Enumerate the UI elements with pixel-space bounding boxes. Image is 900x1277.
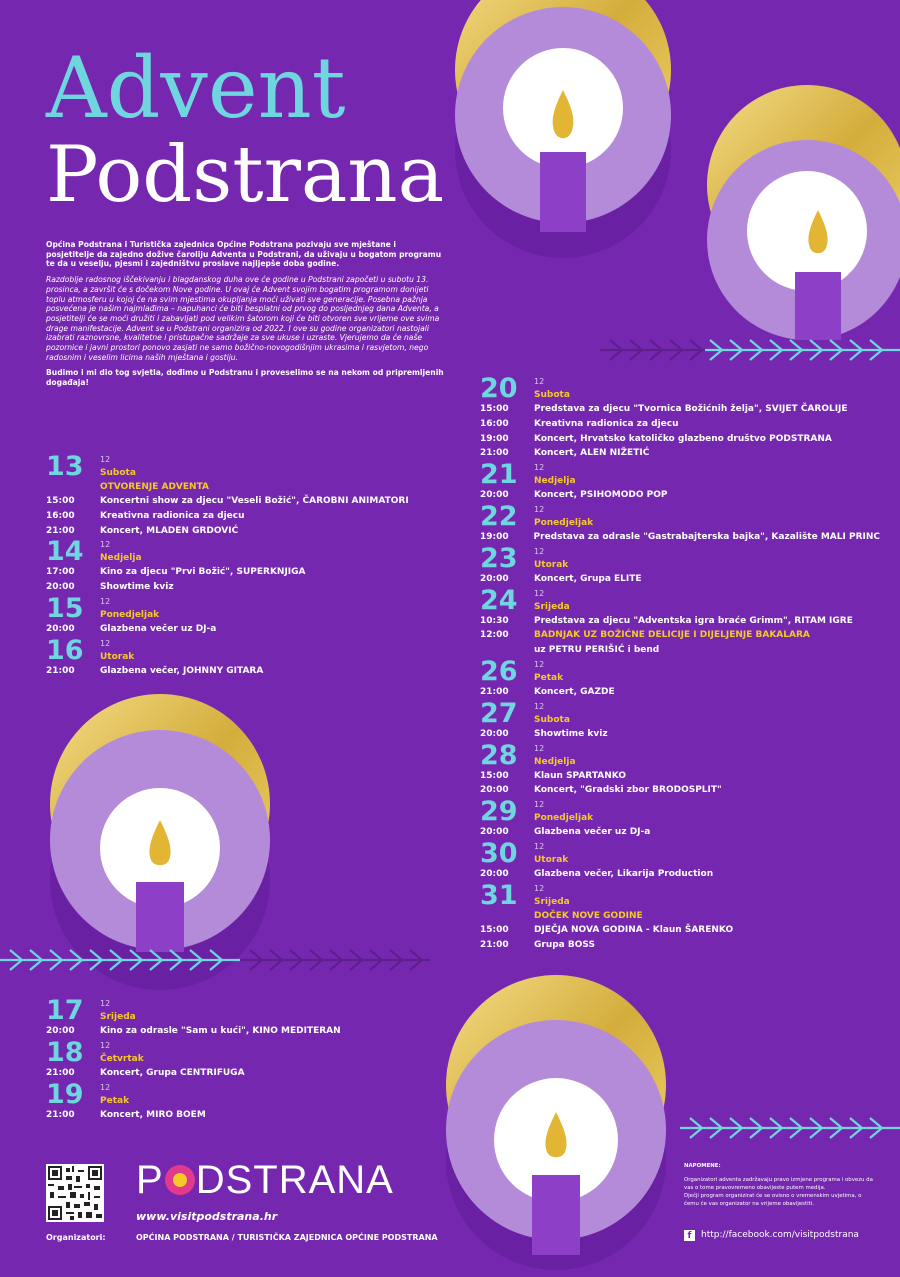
event-time: 21:00 (480, 939, 509, 950)
event-time: 19:00 (480, 531, 509, 542)
month-label: 12 (534, 800, 545, 810)
schedule-left-bottom (46, 997, 446, 1122)
day-number: 29 (480, 796, 518, 828)
intro-paragraph: Razdoblje radosnog iščekivanju i blagdanskog duha ove će godine u Podstrani započeti u subotu 13. prosinca, a završit će s dočekom Nove godine. U ovaj će Advent svojim bogatim programom donijeti toplu atmosferu u kojoj će na svim mjestima okupljanja moći uživati sve generacije. Posebna pažnja posvećena je našim najmlađima – napuhanci će biti besplatni od prvog do posljednjeg dana Adventa, a posjetitelji će se moći družiti i zabavljati pod velikim šatorom koji će biti otvoren sve vrijeme ove svima drage manifestacije. Advent se u Podstrani organizira od 2022. I ove su godine organizatori nastojali izabrati raznovrsne, kvalitetne i pristupačne sadržaje za sve ukuse i uzraste. Vjerujemo da će naše pozornice i javni prostori ponovo zasjati ne samo božično-novogodišnjim ukrasima i rasvjetom, nego radosnim i veselim licima naših mještana i gostiju. (46, 275, 440, 362)
day-name: Subota (534, 390, 570, 400)
facebook-icon: f (684, 1230, 695, 1241)
event-title: Klaun SPARTANKO (534, 770, 626, 781)
event-row (480, 923, 880, 938)
month-label: 12 (534, 546, 545, 556)
event-title: Kino za odrasle "Sam u kući", KINO MEDITERAN (100, 1026, 341, 1036)
day-name: Subota (534, 714, 570, 725)
event-time: 16:00 (46, 510, 75, 521)
event-row (480, 614, 880, 629)
event-title: Predstava za djecu "Adventska igra braće Grimm", RITAM IGRE (534, 615, 853, 626)
event-row (480, 938, 880, 953)
schedule-day (46, 1078, 446, 1123)
event-title: Kino za djecu "Prvi Božić", SUPERKNJIGA (100, 567, 306, 578)
event-time: 15:00 (480, 404, 509, 414)
pine-branch-icon (680, 1118, 900, 1138)
event-title: Grupa BOSS (534, 939, 595, 950)
event-row (480, 572, 880, 587)
day-name: Nedjelja (100, 553, 142, 564)
schedule-day (480, 879, 880, 953)
event-row (480, 530, 880, 545)
event-time: 20:00 (480, 728, 509, 739)
event-row (480, 628, 880, 643)
schedule-day (480, 697, 880, 742)
event-time: 20:00 (46, 623, 75, 634)
event-row (46, 524, 446, 539)
month-label: 12 (534, 883, 545, 893)
event-row (46, 494, 446, 509)
schedule-day (480, 542, 880, 587)
day-number: 18 (46, 1036, 84, 1068)
month-label: 12 (100, 999, 111, 1008)
schedule-day (46, 997, 446, 1039)
month-label: 12 (534, 743, 545, 753)
day-highlight: DOČEK NOVE GODINE (534, 910, 643, 921)
day-name: Petak (100, 1095, 130, 1106)
day-name: Nedjelja (534, 756, 576, 767)
day-name: Ponedjeljak (534, 813, 594, 824)
event-title: Koncert, PSIHOMODO POP (534, 490, 668, 501)
month-label: 12 (534, 377, 545, 386)
event-time: 15:00 (46, 496, 75, 506)
month-label: 12 (534, 701, 545, 711)
event-title: Koncert, ALEN NIŽETIĆ (534, 448, 650, 459)
schedule-day (46, 592, 446, 637)
candle-icon (707, 85, 900, 340)
day-name: Četvrtak (100, 1053, 144, 1064)
title-podstrana: Podstrana (46, 130, 445, 220)
qr-code[interactable] (46, 1164, 104, 1222)
candle-icon (455, 0, 671, 258)
month-label: 12 (100, 1082, 111, 1092)
schedule-day (480, 655, 880, 700)
event-time: 19:00 (480, 433, 509, 444)
candle-icon (446, 975, 666, 1270)
day-number: 28 (480, 739, 518, 771)
event-time: 20:00 (46, 582, 75, 593)
schedule-day (480, 461, 880, 503)
event-row (46, 509, 446, 524)
event-row (480, 446, 880, 461)
day-number: 15 (46, 592, 84, 624)
event-title: Koncert, "Gradski zbor BRODOSPLIT" (534, 785, 722, 796)
schedule-day (480, 500, 880, 545)
day-name: Petak (534, 672, 564, 683)
intro-paragraph: Općina Podstrana i Turistička zajednica Općine Podstrana pozivaju sve mještane i posjetitelje da zajedno dožive čaroliju Adventa u Podstrani, da uživaju u bogatom programu te da u veselju, pjesmi i zajedništvu proslave najljepše doba godine. (46, 240, 442, 269)
day-name: Utorak (534, 559, 569, 570)
event-row (46, 664, 446, 679)
month-label: 12 (534, 463, 545, 473)
event-row (46, 1066, 446, 1081)
organizers-label: Organizatori: (46, 1233, 106, 1242)
organizers-names: OPĆINA PODSTRANA / TURISTIČKA ZAJEDNICA OPĆINE PODSTRANA (136, 1233, 438, 1242)
event-title: uz PETRU PERIŠIĆ i bend (534, 645, 660, 656)
day-number: 26 (480, 655, 518, 687)
month-label: 12 (100, 638, 111, 648)
month-label: 12 (100, 455, 111, 464)
day-number: 16 (46, 634, 84, 666)
event-row (46, 1024, 446, 1039)
notes-text: Dječji program organizirat će se ovisno o vremenskim uvjetima, o čemu će vas organizator na vrijeme obavijestiti. (684, 1193, 862, 1207)
event-row (480, 769, 880, 784)
day-number: 22 (480, 500, 518, 532)
day-number: 21 (480, 459, 518, 491)
event-title: Koncert, Hrvatsko katoličko glazbeno društvo PODSTRANA (534, 433, 832, 444)
event-title: Kreativna radionica za djecu (100, 510, 245, 521)
logo-o-icon (165, 1165, 195, 1195)
event-time: 21:00 (46, 525, 75, 536)
event-row (480, 825, 880, 840)
event-title: Glazbena večer, JOHNNY GITARA (100, 665, 264, 676)
podstrana-logo: P DSTRANA (136, 1158, 394, 1202)
month-label: 12 (534, 659, 545, 669)
event-row (480, 727, 880, 742)
event-title: Showtime kviz (100, 582, 174, 593)
day-name: Utorak (534, 854, 569, 865)
event-row (46, 580, 446, 595)
event-row (480, 432, 880, 447)
day-number: 30 (480, 837, 518, 869)
event-row (480, 867, 880, 882)
day-name: Utorak (100, 651, 135, 662)
notes-text: Organizatori adventa zadržavaju pravo izmjene programa i obvezu da vas o tome pravovremeno obavijeste putem medija. (684, 1177, 873, 1191)
day-number: 13 (46, 451, 84, 482)
event-title: Predstava za djecu "Tvornica Božićnih želja", SVIJET ČAROLIJE (534, 404, 848, 414)
month-label: 12 (100, 596, 111, 606)
event-row (480, 783, 880, 798)
intro-text (46, 240, 446, 394)
day-number: 27 (480, 697, 518, 729)
day-number: 23 (480, 542, 518, 574)
event-row (480, 417, 880, 432)
event-time: 12:00 (480, 630, 509, 641)
schedule-day (480, 584, 880, 658)
event-time: 20:00 (480, 827, 509, 838)
day-name: Srijeda (100, 1012, 136, 1022)
event-title: BADNJAK UZ BOŽIĆNE DELICIJE I DIJELJENJE BAKALARA (534, 630, 810, 641)
event-title: Koncert, Grupa ELITE (534, 573, 642, 584)
event-row (46, 1108, 446, 1123)
event-row (46, 565, 446, 580)
day-number: 31 (480, 879, 518, 911)
schedule-day (480, 739, 880, 799)
event-row (480, 488, 880, 503)
event-title: Koncertni show za djecu "Veseli Božić", ČAROBNI ANIMATORI (100, 496, 409, 506)
day-name: Srijeda (534, 601, 570, 612)
event-time: 15:00 (480, 770, 509, 781)
event-time: 20:00 (480, 573, 509, 584)
event-title: Koncert, Grupa CENTRIFUGA (100, 1067, 245, 1078)
pine-branch-icon (600, 340, 900, 360)
event-time: 21:00 (46, 1067, 75, 1078)
event-time: 15:00 (480, 924, 509, 935)
event-time: 20:00 (480, 490, 509, 501)
event-title: Koncert, MLADEN GRDOVIĆ (100, 525, 239, 536)
day-number: 17 (46, 995, 84, 1026)
website-link[interactable]: www.visitpodstrana.hr (136, 1210, 278, 1223)
schedule-day (480, 837, 880, 882)
schedule-right (480, 375, 880, 952)
event-time: 21:00 (46, 665, 75, 676)
month-label: 12 (100, 540, 111, 550)
event-time: 17:00 (46, 567, 75, 578)
event-time: 10:30 (480, 615, 509, 626)
event-time: 20:00 (480, 868, 509, 879)
facebook-link[interactable] (684, 1230, 859, 1241)
day-name: Srijeda (534, 896, 570, 907)
event-time: 20:00 (480, 785, 509, 796)
day-number: 24 (480, 584, 518, 616)
day-number: 19 (46, 1078, 84, 1110)
event-row (480, 643, 880, 658)
event-row (480, 402, 880, 417)
event-time: 20:00 (46, 1026, 75, 1036)
event-time: 16:00 (480, 418, 509, 429)
day-name: Ponedjeljak (534, 517, 594, 528)
notes-block (684, 1162, 874, 1208)
event-time: 21:00 (480, 448, 509, 459)
event-title: Kreativna radionica za djecu (534, 418, 679, 429)
event-title: DJEČJA NOVA GODINA - Klaun ŠARENKO (534, 924, 734, 935)
schedule-day (46, 538, 446, 595)
day-name: Nedjelja (534, 476, 576, 487)
day-highlight: OTVORENJE ADVENTA (100, 482, 209, 492)
day-name: Subota (100, 468, 136, 478)
event-time: 21:00 (46, 1109, 75, 1120)
event-title: Glazbena večer, Likarija Production (534, 868, 714, 879)
day-name: Ponedjeljak (100, 609, 160, 620)
event-title: Predstava za odrasle "Gastrabajterska bajka", Kazalište MALI PRINC (533, 531, 880, 542)
event-row (46, 622, 446, 637)
day-number: 14 (46, 536, 84, 568)
event-row (480, 685, 880, 700)
month-label: 12 (534, 841, 545, 851)
schedule-day (46, 1036, 446, 1081)
schedule-day (480, 798, 880, 840)
month-label: 12 (534, 588, 545, 598)
event-time: 21:00 (480, 686, 509, 697)
candle-icon (50, 694, 270, 990)
qr-code-icon (46, 1164, 104, 1222)
notes-title: NAPOMENE: (684, 1163, 721, 1169)
pine-branch-icon (0, 950, 430, 970)
event-title: Glazbena večer uz DJ-a (100, 623, 217, 634)
event-title: Showtime kviz (534, 728, 608, 739)
schedule-left-top (46, 453, 446, 679)
schedule-day (480, 375, 880, 461)
schedule-day (46, 453, 446, 538)
event-title: Koncert, GAZDE (534, 686, 615, 697)
day-number: 20 (480, 373, 518, 404)
schedule-day (46, 634, 446, 679)
month-label: 12 (534, 504, 545, 514)
title-advent: Advent (46, 39, 346, 137)
intro-paragraph: Budimo i mi dio tog svjetla, dođimo u Podstranu i proveselimo se na nekom od pripremljenih događaja! (46, 368, 444, 388)
event-title: Koncert, MIRO BOEM (100, 1109, 206, 1120)
facebook-url[interactable]: http://facebook.com/visitpodstrana (701, 1230, 859, 1240)
month-label: 12 (100, 1040, 111, 1050)
event-title: Glazbena večer uz DJ-a (534, 827, 651, 838)
